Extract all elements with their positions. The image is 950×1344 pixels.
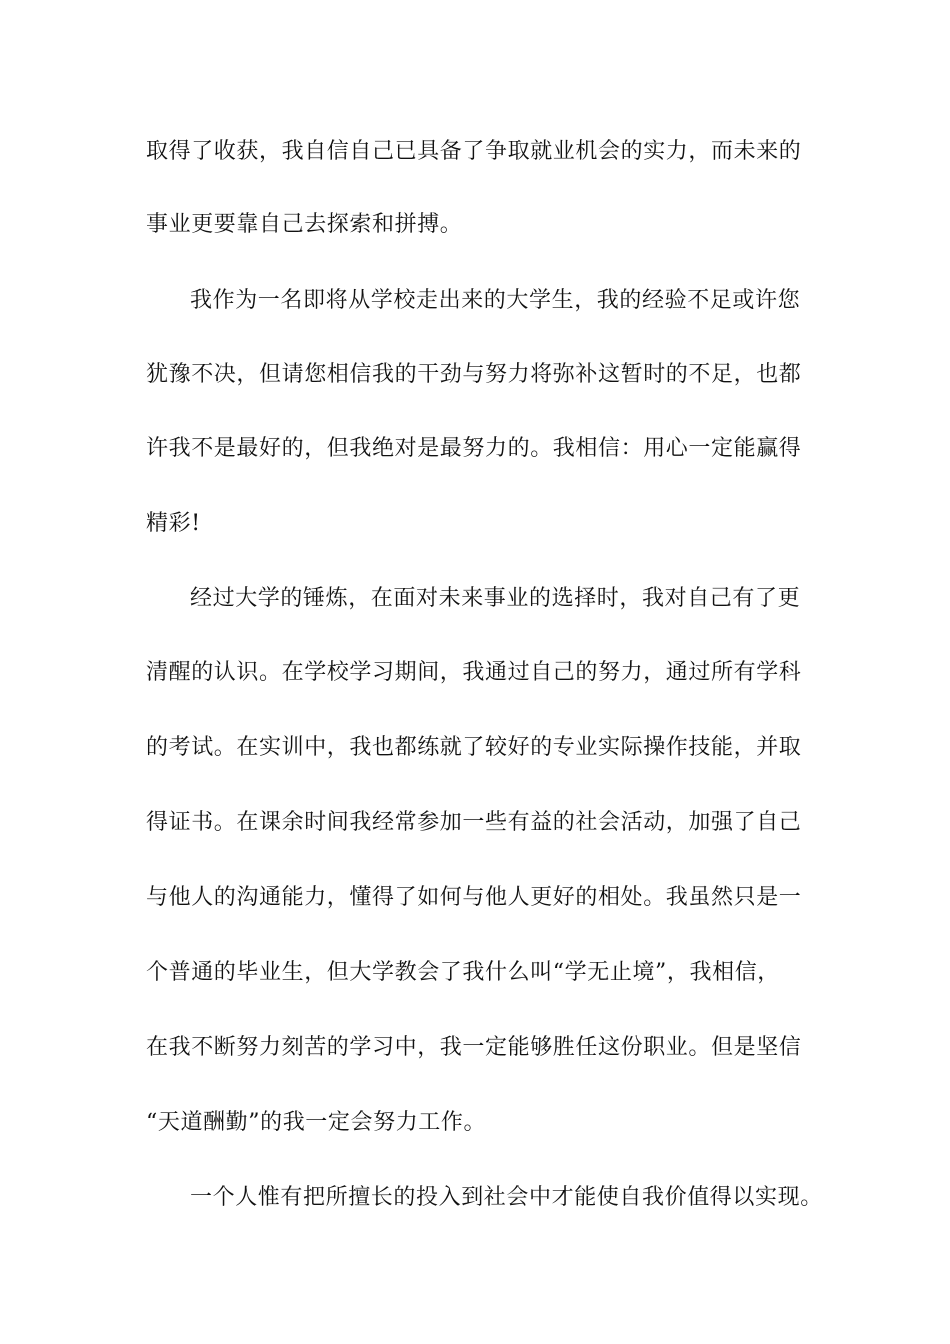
text-line: 的考试。在实训中，我也都练就了较好的专业实际操作技能，并取 xyxy=(146,735,802,760)
paragraph-first-line: 经过大学的锤炼，在面对未来事业的选择时，我对自己有了更 xyxy=(190,586,801,611)
text-line: 精彩! xyxy=(146,511,201,536)
text-line: 与他人的沟通能力，懂得了如何与他人更好的相处。我虽然只是一 xyxy=(146,885,802,910)
paragraph-first-line: 我作为一名即将从学校走出来的大学生，我的经验不足或许您 xyxy=(190,288,801,313)
text-line: 取得了收获，我自信自己已具备了争取就业机会的实力，而未来的 xyxy=(146,139,802,164)
text-line: 犹豫不决，但请您相信我的干劲与努力将弥补这暂时的不足，也都 xyxy=(146,362,802,387)
text-line: 许我不是最好的，但我绝对是最努力的。我相信：用心一定能赢得 xyxy=(146,436,802,461)
text-line: 清醒的认识。在学校学习期间，我通过自己的努力，通过所有学科 xyxy=(146,660,802,685)
text-line: 在我不断努力刻苦的学习中，我一定能够胜任这份职业。但是坚信 xyxy=(146,1035,802,1060)
text-line: 事业更要靠自己去探索和拼搏。 xyxy=(146,212,463,237)
text-line: 得证书。在课余时间我经常参加一些有益的社会活动，加强了自己 xyxy=(146,810,802,835)
text-line: “天道酬勤”的我一定会努力工作。 xyxy=(146,1110,487,1135)
paragraph-first-line: 一个人惟有把所擅长的投入到社会中才能使自我价值得以实现。 xyxy=(190,1185,823,1210)
text-line: 个普通的毕业生，但大学教会了我什么叫“学无止境”，我相信， xyxy=(146,960,780,985)
